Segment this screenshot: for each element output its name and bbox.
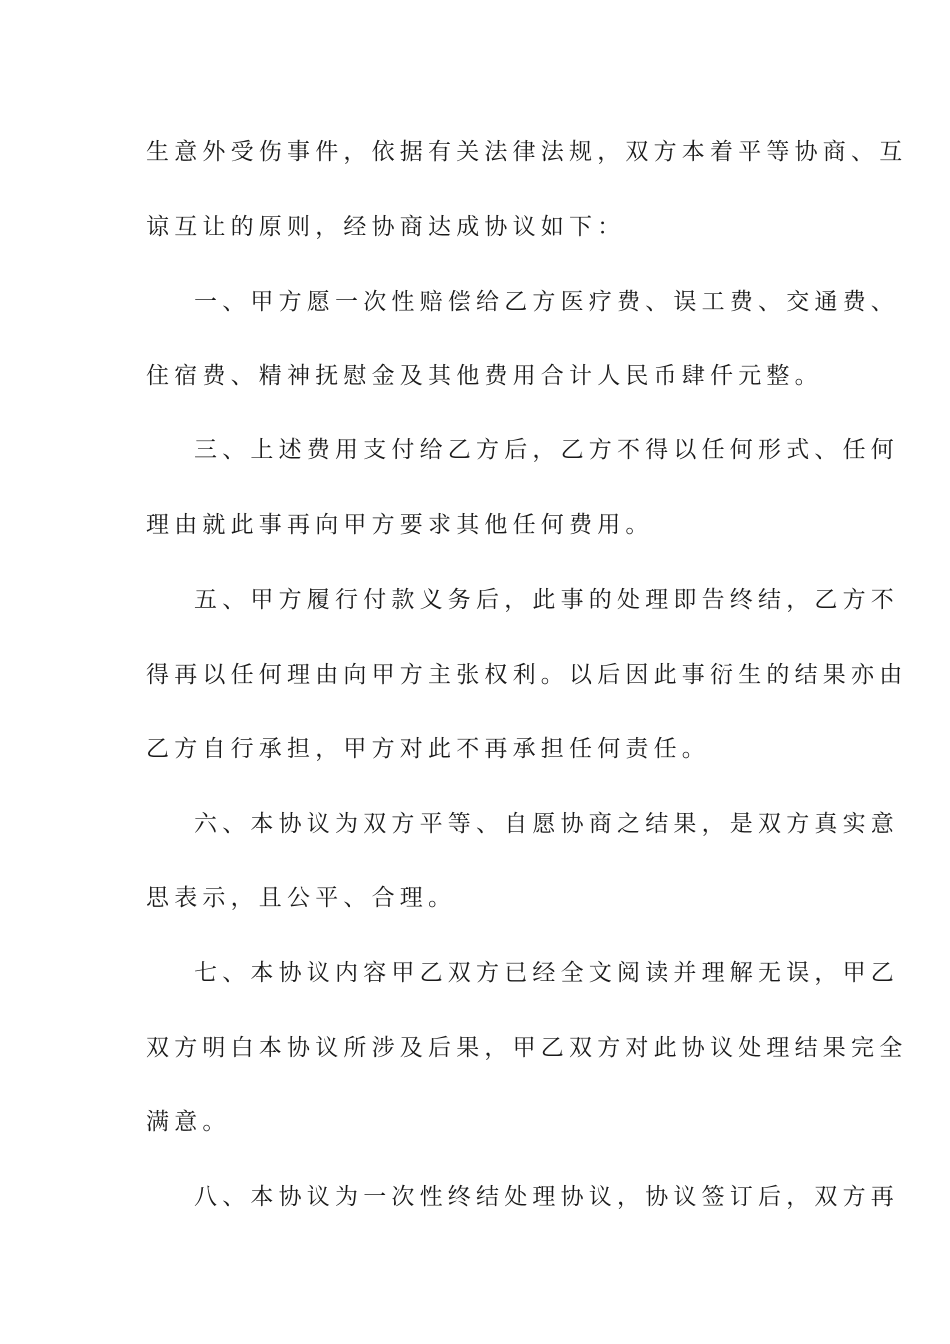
text-line: 理由就此事再向甲方要求其他任何费用。 [146, 512, 654, 538]
paragraph-first-line: 八、本协议为一次性终结处理协议，协议签订后，双方再 [194, 1184, 899, 1210]
paragraph-first-line: 一、甲方愿一次性赔偿给乙方医疗费、误工费、交通费、 [194, 289, 899, 315]
text-line: 思表示，且公平、合理。 [146, 885, 457, 911]
paragraph-first-line: 七、本协议内容甲乙双方已经全文阅读并理解无误，甲乙 [194, 960, 899, 986]
text-line: 得再以任何理由向甲方主张权利。以后因此事衍生的结果亦由 [146, 662, 908, 688]
paragraph-first-line: 六、本协议为双方平等、自愿协商之结果，是双方真实意 [194, 811, 899, 837]
text-line: 住宿费、精神抚慰金及其他费用合计人民币肆仟元整。 [146, 363, 823, 389]
text-line: 乙方自行承担，甲方对此不再承担任何责任。 [146, 736, 710, 762]
paragraph-first-line: 五、甲方履行付款义务后，此事的处理即告终结，乙方不 [194, 587, 899, 613]
paragraph-first-line: 三、上述费用支付给乙方后，乙方不得以任何形式、任何 [194, 437, 899, 463]
text-line: 双方明白本协议所涉及后果，甲乙双方对此协议处理结果完全 [146, 1035, 908, 1061]
text-line: 谅互让的原则，经协商达成协议如下： [146, 214, 626, 240]
text-line: 生意外受伤事件，依据有关法律法规，双方本着平等协商、互 [146, 139, 908, 165]
text-line: 满意。 [146, 1109, 231, 1135]
